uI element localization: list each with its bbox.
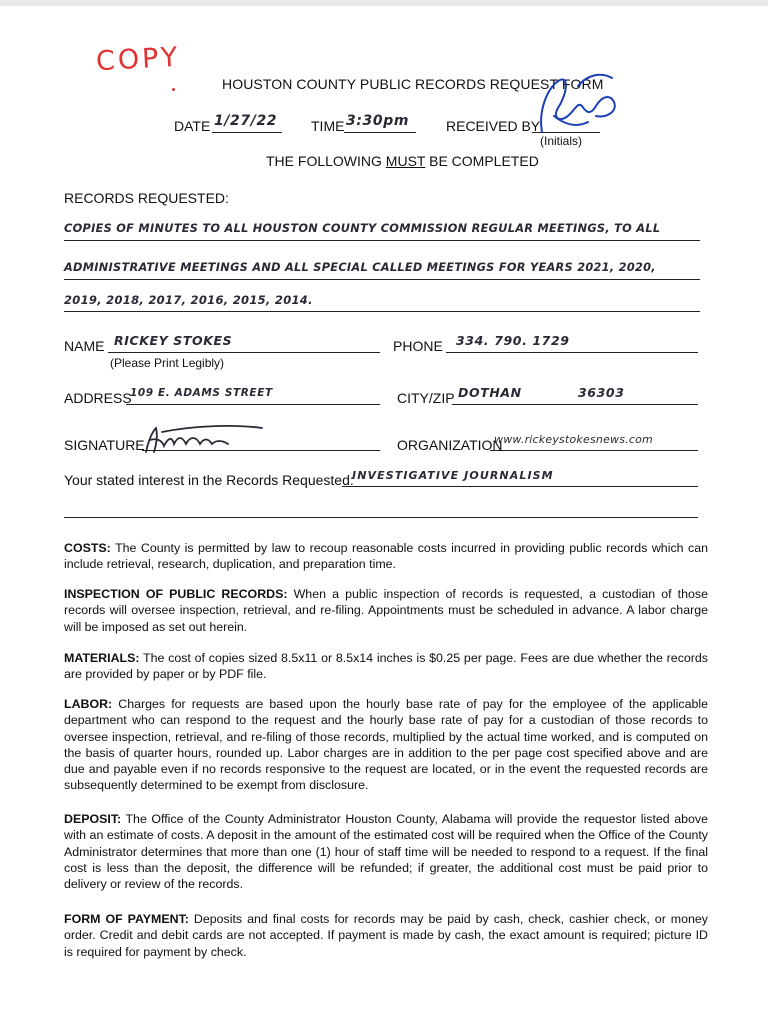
- materials-text: The cost of copies sized 8.5x11 or 8.5x14 inches is $0.25 per page. Fees are due whether the records are provided by paper or by PDF file.: [64, 651, 708, 682]
- scan-top-edge: [0, 0, 768, 6]
- signature-underline: [142, 450, 380, 451]
- payment-heading: FORM OF PAYMENT:: [64, 912, 189, 926]
- must-line-after: BE COMPLETED: [425, 153, 539, 169]
- phone-value[interactable]: 334. 790. 1729: [456, 333, 570, 348]
- signature-label: SIGNATURE: [64, 437, 145, 453]
- records-underline-2: [64, 279, 700, 280]
- time-label: TIME: [311, 118, 345, 134]
- interest-underline-extra: [64, 517, 698, 518]
- phone-underline: [446, 352, 698, 353]
- labor-text: Charges for requests are based upon the hourly base rate of pay for the employee of the applicable department who can respond to the request and the hourly base rate of pay for a custodian of those records to oversee inspection, retrieval, and re-filing of those records, multiplied by the actual time worked, and is computed on the basis of quarter hours, rounded up. Labor charges are in addition to the per page cost specified above and are due and payable even if no records responsive to the request are located, or in the event the requested records are subsequently determined to be exempt from disclosure.: [64, 697, 709, 793]
- name-label: NAME: [64, 338, 105, 354]
- must-complete-line: [266, 153, 539, 169]
- records-underline-3: [64, 311, 700, 312]
- inspection-heading: INSPECTION OF PUBLIC RECORDS:: [64, 587, 288, 601]
- records-underline-1: [64, 240, 700, 241]
- initials-caption: (Initials): [540, 134, 583, 148]
- interest-underline: [342, 486, 698, 487]
- date-value[interactable]: 1/27/22: [214, 113, 278, 129]
- materials-heading: MATERIALS:: [64, 651, 140, 665]
- deposit-paragraph: [64, 811, 708, 892]
- cityzip-underline: [452, 404, 698, 405]
- time-value[interactable]: 3:30pm: [346, 113, 410, 129]
- time-underline: [344, 132, 416, 133]
- interest-label: Your stated interest in the Records Requested:: [64, 472, 354, 488]
- records-line-2[interactable]: ADMINISTRATIVE MEETINGS AND ALL SPECIAL CALLED MEETINGS FOR YEARS 2021, 2020,: [64, 261, 656, 274]
- address-label: ADDRESS: [64, 390, 132, 406]
- payment-paragraph: [64, 911, 708, 960]
- records-line-1[interactable]: COPIES OF MINUTES TO ALL HOUSTON COUNTY COMMISSION REGULAR MEETINGS, TO ALL: [64, 222, 661, 235]
- address-underline: [126, 404, 380, 405]
- inspection-text: When a public inspection of records is requested, a custodian of those records will oversee inspection, retrieval, and re-filing. Appointments must be scheduled in advance. A labor charge will be imposed as set out herein.: [64, 587, 708, 634]
- name-underline: [108, 352, 380, 353]
- organization-underline: [490, 450, 698, 451]
- stamp-dot: [172, 88, 175, 91]
- phone-label: PHONE: [393, 338, 443, 354]
- address-value[interactable]: 109 E. ADAMS STREET: [130, 387, 273, 399]
- interest-value[interactable]: INVESTIGATIVE JOURNALISM: [352, 469, 554, 482]
- labor-heading: LABOR:: [64, 697, 113, 711]
- must-word: MUST: [385, 153, 426, 169]
- records-line-3[interactable]: 2019, 2018, 2017, 2016, 2015, 2014.: [64, 293, 313, 307]
- deposit-text: The Office of the County Administrator Houston County, Alabama will provide the requestor listed above with an estimate of costs. A deposit in the amount of the estimated cost will be required when the Office of the County Administrator determines that more than one (1) hour of staff time will be needed to respond to a request. If the final cost is less than the deposit, the difference will be refunded; if greater, the additional cost must be paid prior to delivery or review of the records.: [64, 812, 709, 892]
- payment-text: Deposits and final costs for records may be paid by cash, check, cashier check, or money order. Credit and debit cards are not accepted. If payment is made by cash, the exact amount is required; picture ID is required for payment by check.: [64, 912, 708, 959]
- materials-paragraph: [64, 650, 708, 683]
- organization-label: ORGANIZATION: [397, 437, 503, 453]
- zip-value[interactable]: 36303: [578, 385, 625, 400]
- costs-paragraph: [64, 540, 708, 573]
- received-by-label: RECEIVED BY: [446, 118, 541, 134]
- date-label: DATE: [174, 118, 211, 134]
- labor-paragraph: [64, 696, 708, 794]
- name-value[interactable]: RICKEY STOKES: [114, 333, 233, 348]
- organization-value[interactable]: www.rickeystokesnews.com: [494, 433, 653, 446]
- inspection-paragraph: [64, 586, 708, 635]
- signature-scribble[interactable]: [142, 422, 272, 458]
- date-underline: [212, 132, 282, 133]
- must-line-before: THE FOLLOWING: [266, 153, 386, 169]
- copy-stamp: COPY: [95, 41, 182, 78]
- form-title: HOUSTON COUNTY PUBLIC RECORDS REQUEST FORM: [222, 76, 604, 92]
- city-value[interactable]: DOTHAN: [458, 385, 522, 400]
- records-requested-label: RECORDS REQUESTED:: [64, 190, 229, 206]
- cityzip-label: CITY/ZIP: [397, 390, 455, 406]
- name-hint: (Please Print Legibly): [110, 356, 225, 370]
- deposit-heading: DEPOSIT:: [64, 812, 122, 826]
- costs-text: The County is permitted by law to recoup reasonable costs incurred in providing public records which can include retrieval, research, duplication, and preparation time.: [64, 541, 708, 572]
- costs-heading: COSTS:: [64, 541, 111, 555]
